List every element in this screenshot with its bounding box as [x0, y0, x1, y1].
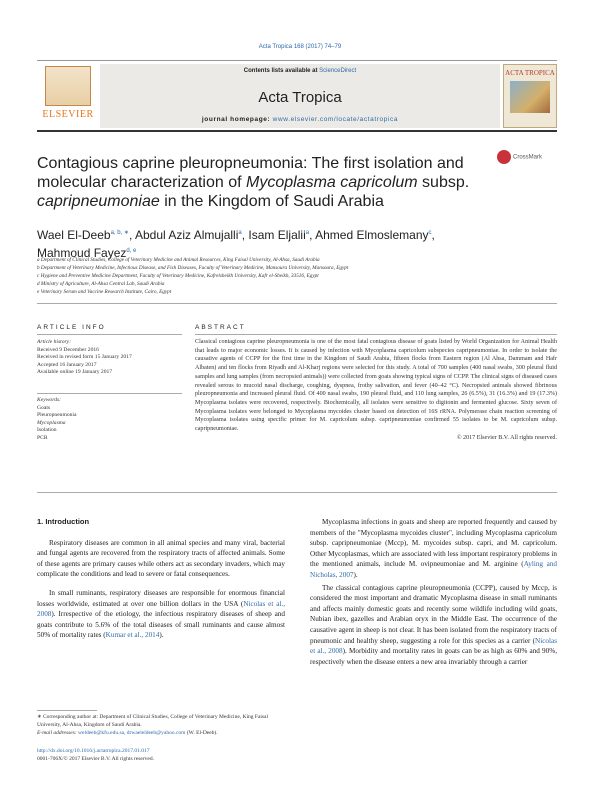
paragraph: Respiratory diseases are common in all animal species and many viral, bacterial and fungal agents are recovered from the respiratory tracts of affected animals. Some of these agents are primary causes while others act as secondary invaders, which may complicate the conditions and lead to severe or fatal consequences.: [37, 538, 285, 579]
citation-link[interactable]: Kumar et al., 2014: [105, 631, 160, 640]
footnotes: ∗ Corresponding author at: Department of Clinical Studies, College of Veterinary Medicine, King Faisal University, Al-Ahsa, Kingdom of Saudi Arabia. E-mail addresses: weldeeb@kfu.edu.sa, drwaeleldeeb@yahoo.com (W. El-Deeb). http://dx.doi.org/10.1016/j.actatropica.2017.01.017 0001-706X/© 2017 Elsevier B.V. All rights reserved.: [37, 714, 269, 762]
homepage-link[interactable]: www.elsevier.com/locate/actatropica: [272, 116, 399, 123]
citation-link[interactable]: Ayling and Nicholas, 2007: [310, 560, 558, 579]
affiliation: d Ministry of Agriculture, Al-Ahsa Central Lab, Saudi Arabia: [37, 281, 165, 287]
journal-citation[interactable]: Acta Tropica 168 (2017) 74–79: [258, 44, 342, 50]
crossmark-icon: [497, 150, 511, 164]
footnote-rule: [37, 710, 97, 711]
paragraph: In small ruminants, respiratory diseases are responsible for enormous financial losses worldwide, estimated at over one billion dollars in the USA (Nicolas et al., 2008). Irrespective of the etiology, the infectious respiratory diseases of sheep and goats contribute to 5.6% of the total diseases of small ruminants and cause almost 50% of mortality rates (Kumar et al., 2014).: [37, 588, 285, 640]
author[interactable]: Mahmoud Fayez: [37, 246, 127, 260]
article-history: Article history: Received 9 December 2016 Received in revised form 15 January 2017 Accepted 16 January 2017 Available online 19 January 2017: [37, 339, 132, 376]
article-title: Contagious caprine pleuropneumonia: The first isolation and molecular characterization of Mycoplasma capricolum subsp. capripneumoniae in the Kingdom of Saudi Arabia: [37, 155, 470, 210]
intro-left-column: [37, 517, 285, 641]
journal-homepage: journal homepage: www.elsevier.com/locate/actatropica: [201, 116, 399, 123]
citation-link[interactable]: Nicolas et al., 2008: [310, 636, 557, 656]
divider: [195, 334, 557, 335]
crossmark-badge[interactable]: CrossMark: [497, 150, 552, 174]
paragraph: Mycoplasma infections in goats and sheep are reported frequently and caused by members of the "Mycoplasma mycoides cluster", including Mycoplasma capricolum subsp. capripneumoniae (Mccp), M. mycoides subsp. capri, and M. capricolum. Other Mycoplasmas, which are associated with less important respiratory problems in the mentioned animals, include M. ovipneumoniae and M. arginine (Ayling and Nicholas, 2007).: [310, 518, 558, 579]
divider: [37, 393, 182, 394]
author[interactable]: Ahmed Elmoslemany: [315, 228, 429, 242]
divider: [37, 492, 557, 493]
paragraph: The classical contagious caprine pleuropneumonia (CCPP), caused by Mccp, is considered the most important and dramatic Mycoplasma disease in small ruminants and affects mainly domestic goats and recently some wildlife including wild goats, Nubian ibex, gazelles and Arabian oryx in the Middle East. The occurrence of the causative agent in sheep is not clear. It has been isolated from the respiratory tracts of pneumonic and healthy sheep, suggesting a role for this species as a carrier (Nicolas et al., 2008). Morbidity and mortality rates in goats can be as high as 60% and 90%, respectively when the disease enters a new area invariably through a carrier: [310, 583, 557, 666]
author-list: Wael El-Deeb$^{a, b, ∗}$, Abdul Aziz Almujalli$^a$, Isam Eljalii$^a$, Ahmed Elmoslemany$^c$, Mahmoud Fayez$^{d, e}$: [37, 228, 435, 260]
journal-cover: [503, 64, 557, 128]
abstract-heading: ABSTRACT: [195, 324, 246, 331]
cover-image: [510, 81, 550, 113]
cover-title: ACTA TROPICA: [505, 69, 555, 77]
citation-link[interactable]: Nicolas et al., 2008: [37, 599, 285, 619]
abstract-text: Classical contagious caprine pleuropneumonia is one of the most fatal contagious disease of goats listed by World Organization for Animal Health that leads to major economic losses. It is caused by infection with Mycoplasma capricolum subspecies capripneumoniae. In order to isolate the causative agents of CCPP for the first time in the Kingdom of Saudi Arabia, fifteen flocks from Eastern region (Al Ahsa, Dammam and Hafr Albaten) and ten flocks from Riyadh and Al-Kharj regions were selected for this study. A total of 700 samples (400 nasal swabs, 300 pleural fluid samples and lung samples (from necropsied animals)) were collected from goats showing typical signs of CCPP. The clinical signs of diseased cases revealed serous to mucoid nasal discharge, coughing, dyspnea, frothy salivation, and fever (40–42 °C). Necropsied animals showed fibrinous pleuropneumonia and increased pleural fluid. Of 400 nasal swabs, 190 pleural fluid, and 110 lung samples, 26 (6.5%), 31 (16.3%) and 19 (17.3%) Mycoplasma isolates were recovered, respectively. Biochemically, all isolates were sensitive to digitonin and fermented glucose. Sixty seven of Mycoplasma isolates were belonged to Mycoplasma mycoides cluster based on detection of 16S rRNA. Polymerase chain reaction screening of Mycoplasma isolates using specific primer for M. capricolum subsp. capripneumoniae confirmed 55 isolates to be M. capricolum subsp. capripneumoniae. © 2017 Elsevier B.V. All rights reserved.: [195, 339, 557, 441]
author[interactable]: Abdul Aziz Almujalli: [134, 228, 239, 242]
affiliation: a Department of Clinical Studies, College of Veterinary Medicine and Animal Resources, King Faisal University, Al-Ahsa, Saudi Arabia: [37, 257, 320, 263]
affiliation: c Hygiene and Preventive Medicine Department, Faculty of Veterinary Medicine, Kafrelsheikh University, Kafr el-Sheikh, 33516, Egypt: [37, 273, 319, 279]
keywords: Keywords: Goats Pleuropneumonia Mycoplasma Isolation PCR: [37, 397, 77, 441]
email-link[interactable]: weldeeb@kfu.edu.sa, drwaeleldeeb@yahoo.com: [78, 730, 186, 736]
affiliation: e Veterinary Serum and Vaccine Research Institute, Cairo, Egypt: [37, 289, 172, 295]
affiliations: [37, 256, 557, 296]
divider: [37, 334, 182, 335]
article-info-heading: ARTICLE INFO: [37, 324, 106, 331]
publisher-name: ELSEVIER: [42, 109, 94, 120]
divider: [37, 303, 557, 304]
section-heading: 1. Introduction: [37, 517, 90, 526]
doi-link[interactable]: http://dx.doi.org/10.1016/j.actatropica.2017.01.017: [37, 748, 150, 754]
affiliation: b Department of Veterinary Medicine, Infectious Disease, and Fish Diseases, Faculty of Veterinary Medicine, Mansoura University, Mansoura, Egypt: [37, 265, 349, 271]
journal-title: Acta Tropica: [258, 89, 342, 106]
contents-line: Contents lists available at ScienceDirect: [243, 68, 357, 74]
intro-right-column: [310, 517, 557, 667]
sciencedirect-link[interactable]: ScienceDirect: [319, 68, 357, 74]
copyright: © 2017 Elsevier B.V. All rights reserved.: [456, 434, 557, 441]
elsevier-tree-icon: [45, 66, 91, 106]
elsevier-logo: [37, 64, 99, 128]
author[interactable]: Wael El-Deeb: [37, 228, 111, 242]
author[interactable]: Isam Eljalii: [248, 228, 306, 242]
